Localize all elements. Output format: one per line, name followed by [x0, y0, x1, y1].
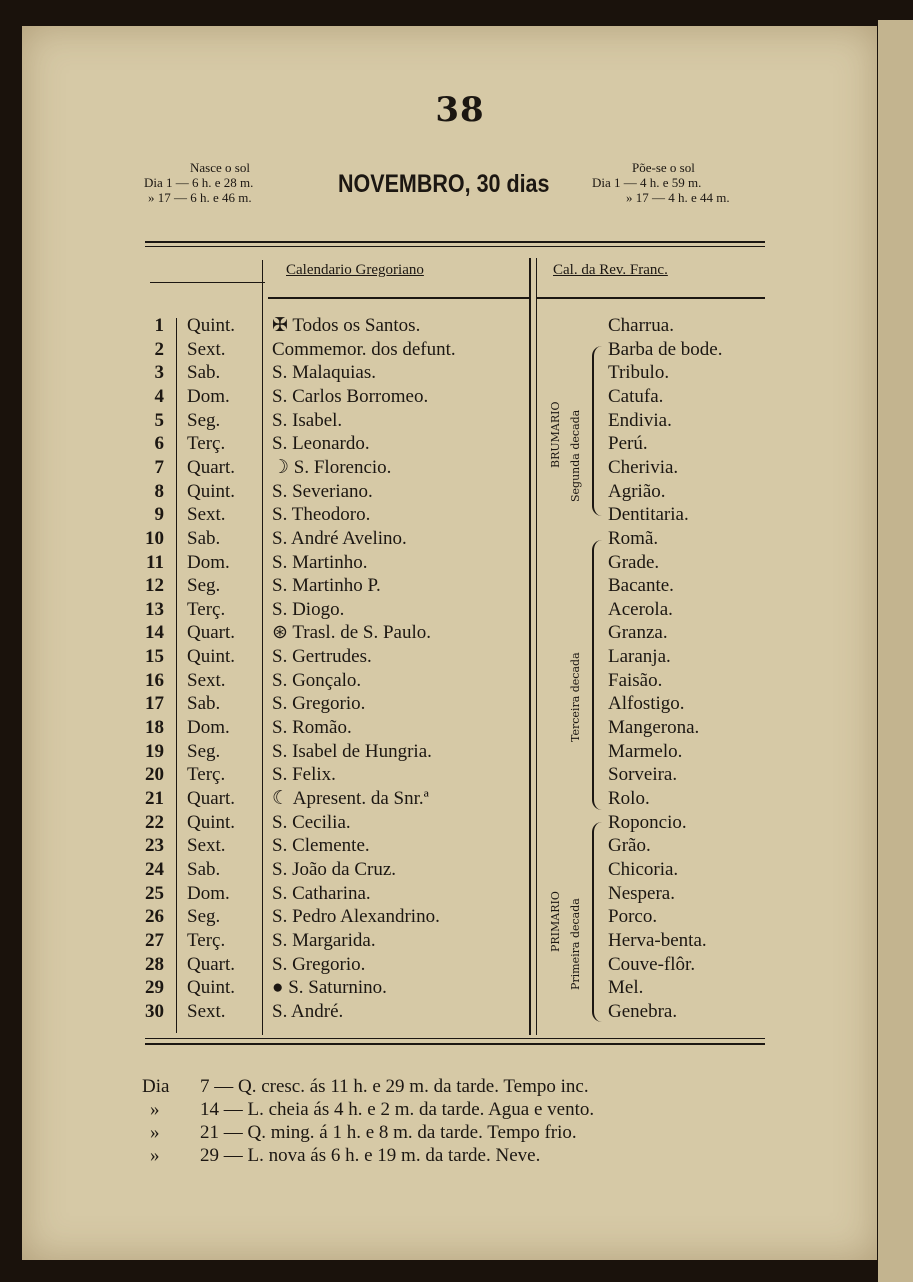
weekday: Terç.	[187, 764, 226, 785]
weekday: Dom.	[187, 386, 230, 407]
saint-name: S. Felix.	[272, 764, 336, 785]
day-row	[0, 811, 913, 835]
header-underline-left	[150, 282, 265, 283]
saint-name: ☽ S. Florencio.	[272, 457, 392, 478]
republican-name: Acerola.	[608, 599, 673, 620]
republican-name: Agrião.	[608, 481, 666, 502]
weekday: Terç.	[187, 930, 226, 951]
sunrise-block	[144, 160, 253, 205]
saint-name: S. Pedro Alexandrino.	[272, 906, 440, 927]
saint-name: ☾ Apresent. da Snr.ª	[272, 788, 429, 809]
sunrise-caption: Nasce o sol	[190, 160, 250, 175]
moon-phase-text: 29 — L. nova ás 6 h. e 19 m. da tarde. Neve.	[200, 1145, 541, 1166]
decade-label-terceira: Terceira decada	[569, 652, 582, 742]
saint-name: S. Martinho P.	[272, 575, 381, 596]
republican-name: Alfostigo.	[608, 693, 685, 714]
weekday: Dom.	[187, 552, 230, 573]
day-row	[0, 740, 913, 764]
saint-name: S. André Avelino.	[272, 528, 407, 549]
day-number: 13	[145, 599, 164, 620]
republican-name: Laranja.	[608, 646, 671, 667]
day-number: 2	[154, 339, 164, 360]
weekday: Sext.	[187, 670, 226, 691]
republican-name: Endivia.	[608, 410, 672, 431]
republican-name: Grão.	[608, 835, 651, 856]
brace-terceira-decada	[592, 540, 606, 810]
saint-name: Commemor. dos defunt.	[272, 339, 456, 360]
saint-name: S. Romão.	[272, 717, 352, 738]
day-number: 23	[145, 835, 164, 856]
weekday: Dom.	[187, 717, 230, 738]
day-number: 22	[145, 812, 164, 833]
weekday: Quint.	[187, 481, 236, 502]
day-number: 26	[145, 906, 164, 927]
saint-name: S. Clemente.	[272, 835, 370, 856]
sunrise-line-2: » 17 — 6 h. e 46 m.	[148, 190, 252, 205]
day-number: 18	[145, 717, 164, 738]
header-rule-second	[145, 246, 765, 247]
republican-header: Cal. da Rev. Franc.	[553, 262, 668, 278]
month-label-brumario: BRUMARIO	[549, 401, 562, 468]
day-row	[0, 385, 913, 409]
day-row	[0, 527, 913, 551]
gregorian-header: Calendario Gregoriano	[286, 262, 424, 278]
day-number: 3	[154, 362, 164, 383]
weekday: Sab.	[187, 362, 221, 383]
brace-primeira-decada	[592, 822, 606, 1022]
day-number: 25	[145, 883, 164, 904]
republican-name: Grade.	[608, 552, 660, 573]
republican-name: Charrua.	[608, 315, 674, 336]
saint-name: S. Leonardo.	[272, 433, 370, 454]
day-number: 12	[145, 575, 164, 596]
gregorian-rule	[268, 297, 530, 299]
saint-name: S. Malaquias.	[272, 362, 376, 383]
saint-name: S. Isabel.	[272, 410, 343, 431]
day-number: 17	[145, 693, 164, 714]
republican-name: Barba de bode.	[608, 339, 723, 360]
page-number: 38	[435, 90, 485, 130]
moon-phase-text: 21 — Q. ming. á 1 h. e 8 m. da tarde. Tempo frio.	[200, 1122, 577, 1143]
weekday: Quint.	[187, 646, 236, 667]
footer-rule-bottom	[145, 1043, 765, 1045]
republican-name: Mangerona.	[608, 717, 700, 738]
day-number: 7	[154, 457, 164, 478]
republican-name: Roponcio.	[608, 812, 687, 833]
weekday: Terç.	[187, 599, 226, 620]
day-row	[0, 621, 913, 645]
weekday: Sext.	[187, 339, 226, 360]
weekday: Quart.	[187, 457, 236, 478]
day-row	[0, 1000, 913, 1024]
day-number: 30	[145, 1001, 164, 1022]
day-row	[0, 905, 913, 929]
day-number: 27	[145, 930, 164, 951]
month-label-primario: PRIMARIO	[549, 891, 562, 952]
republican-name: Sorveira.	[608, 764, 678, 785]
day-row	[0, 409, 913, 433]
republican-name: Perú.	[608, 433, 648, 454]
republican-name: Dentitaria.	[608, 504, 689, 525]
day-row	[0, 480, 913, 504]
day-number: 5	[154, 410, 164, 431]
day-row	[0, 692, 913, 716]
day-row	[0, 716, 913, 740]
weekday: Seg.	[187, 410, 221, 431]
republican-name: Porco.	[608, 906, 658, 927]
day-number: 8	[154, 481, 164, 502]
day-number: 21	[145, 788, 164, 809]
day-row	[0, 787, 913, 811]
brace-segunda-decada	[592, 346, 606, 516]
weekday: Quart.	[187, 622, 236, 643]
sunset-line-1: Dia 1 — 4 h. e 59 m.	[592, 175, 702, 190]
day-row	[0, 834, 913, 858]
saint-name: S. Catharina.	[272, 883, 371, 904]
day-row	[0, 361, 913, 385]
saint-name: S. Margarida.	[272, 930, 376, 951]
republican-name: Nespera.	[608, 883, 675, 904]
republican-name: Chicoria.	[608, 859, 679, 880]
header-rule-top	[145, 241, 765, 243]
weekday: Quint.	[187, 812, 236, 833]
saint-name: S. Gregorio.	[272, 954, 366, 975]
day-row	[0, 953, 913, 977]
republican-name: Cherivia.	[608, 457, 679, 478]
saint-name: ● S. Saturnino.	[272, 977, 387, 998]
day-number: 6	[154, 433, 164, 454]
day-row	[0, 882, 913, 906]
republican-name: Bacante.	[608, 575, 674, 596]
republican-name: Granza.	[608, 622, 668, 643]
saint-name: S. João da Cruz.	[272, 859, 397, 880]
republican-name: Herva-benta.	[608, 930, 707, 951]
saint-name: S. Theodoro.	[272, 504, 371, 525]
day-number: 20	[145, 764, 164, 785]
republican-rule	[536, 297, 765, 299]
day-row	[0, 976, 913, 1000]
republican-name: Genebra.	[608, 1001, 678, 1022]
day-row	[0, 432, 913, 456]
saint-name: S. Severiano.	[272, 481, 373, 502]
moon-phase-prefix: »	[150, 1099, 160, 1120]
sunset-line-2: » 17 — 4 h. e 44 m.	[626, 190, 730, 205]
sunset-caption: Põe-se o sol	[632, 160, 695, 175]
decade-label-primeira: Primeira decada	[569, 898, 582, 990]
decade-label-segunda: Segunda decada	[569, 409, 582, 502]
weekday: Sext.	[187, 504, 226, 525]
saint-name: S. Isabel de Hungria.	[272, 741, 432, 762]
republican-name: Marmelo.	[608, 741, 683, 762]
saint-name: S. André.	[272, 1001, 344, 1022]
weekday: Quart.	[187, 788, 236, 809]
day-number: 14	[145, 622, 164, 643]
weekday: Quart.	[187, 954, 236, 975]
republican-name: Mel.	[608, 977, 644, 998]
moon-phase-prefix: Dia	[142, 1076, 170, 1097]
weekday: Sab.	[187, 528, 221, 549]
day-row	[0, 763, 913, 787]
day-row	[0, 598, 913, 622]
saint-name: S. Gonçalo.	[272, 670, 362, 691]
day-row	[0, 929, 913, 953]
saint-name: S. Diogo.	[272, 599, 345, 620]
moon-phase-prefix: »	[150, 1145, 160, 1166]
day-row	[0, 456, 913, 480]
weekday: Dom.	[187, 883, 230, 904]
republican-name: Rolo.	[608, 788, 650, 809]
day-row	[0, 551, 913, 575]
republican-name: Couve-flôr.	[608, 954, 696, 975]
day-number: 15	[145, 646, 164, 667]
saint-name: S. Carlos Borromeo.	[272, 386, 429, 407]
republican-name: Faisão.	[608, 670, 663, 691]
day-row	[0, 503, 913, 527]
saint-name: S. Cecilia.	[272, 812, 351, 833]
weekday: Quint.	[187, 977, 236, 998]
day-number: 4	[154, 386, 164, 407]
day-row	[0, 858, 913, 882]
saint-name: ✠ Todos os Santos.	[272, 315, 421, 336]
moon-phase-text: 7 — Q. cresc. ás 11 h. e 29 m. da tarde. Tempo inc.	[200, 1076, 589, 1097]
republican-name: Tribulo.	[608, 362, 670, 383]
day-number: 10	[145, 528, 164, 549]
weekday: Sab.	[187, 859, 221, 880]
day-number: 1	[154, 315, 164, 336]
weekday: Seg.	[187, 575, 221, 596]
weekday: Sext.	[187, 1001, 226, 1022]
day-number: 28	[145, 954, 164, 975]
day-row	[0, 645, 913, 669]
weekday: Sab.	[187, 693, 221, 714]
day-number: 24	[145, 859, 164, 880]
sunrise-line-1: Dia 1 — 6 h. e 28 m.	[144, 175, 254, 190]
day-row	[0, 574, 913, 598]
footer-rule-top	[145, 1038, 765, 1039]
moon-phase-text: 14 — L. cheia ás 4 h. e 2 m. da tarde. Agua e vento.	[200, 1099, 595, 1120]
republican-name: Catufa.	[608, 386, 664, 407]
weekday: Quint.	[187, 315, 236, 336]
day-number: 19	[145, 741, 164, 762]
sunset-block	[592, 160, 730, 205]
saint-name: ⊛ Trasl. de S. Paulo.	[272, 622, 431, 643]
day-row	[0, 314, 913, 338]
day-number: 11	[146, 552, 164, 573]
day-row	[0, 338, 913, 362]
saint-name: S. Gregorio.	[272, 693, 366, 714]
month-title: NOVEMBRO, 30 dias	[338, 170, 550, 198]
saint-name: S. Martinho.	[272, 552, 368, 573]
weekday: Seg.	[187, 906, 221, 927]
day-number: 9	[154, 504, 164, 525]
moon-phase-prefix: »	[150, 1122, 160, 1143]
weekday: Sext.	[187, 835, 226, 856]
day-number: 29	[145, 977, 164, 998]
weekday: Terç.	[187, 433, 226, 454]
republican-name: Romã.	[608, 528, 659, 549]
day-row	[0, 669, 913, 693]
day-number: 16	[145, 670, 164, 691]
weekday: Seg.	[187, 741, 221, 762]
saint-name: S. Gertrudes.	[272, 646, 372, 667]
